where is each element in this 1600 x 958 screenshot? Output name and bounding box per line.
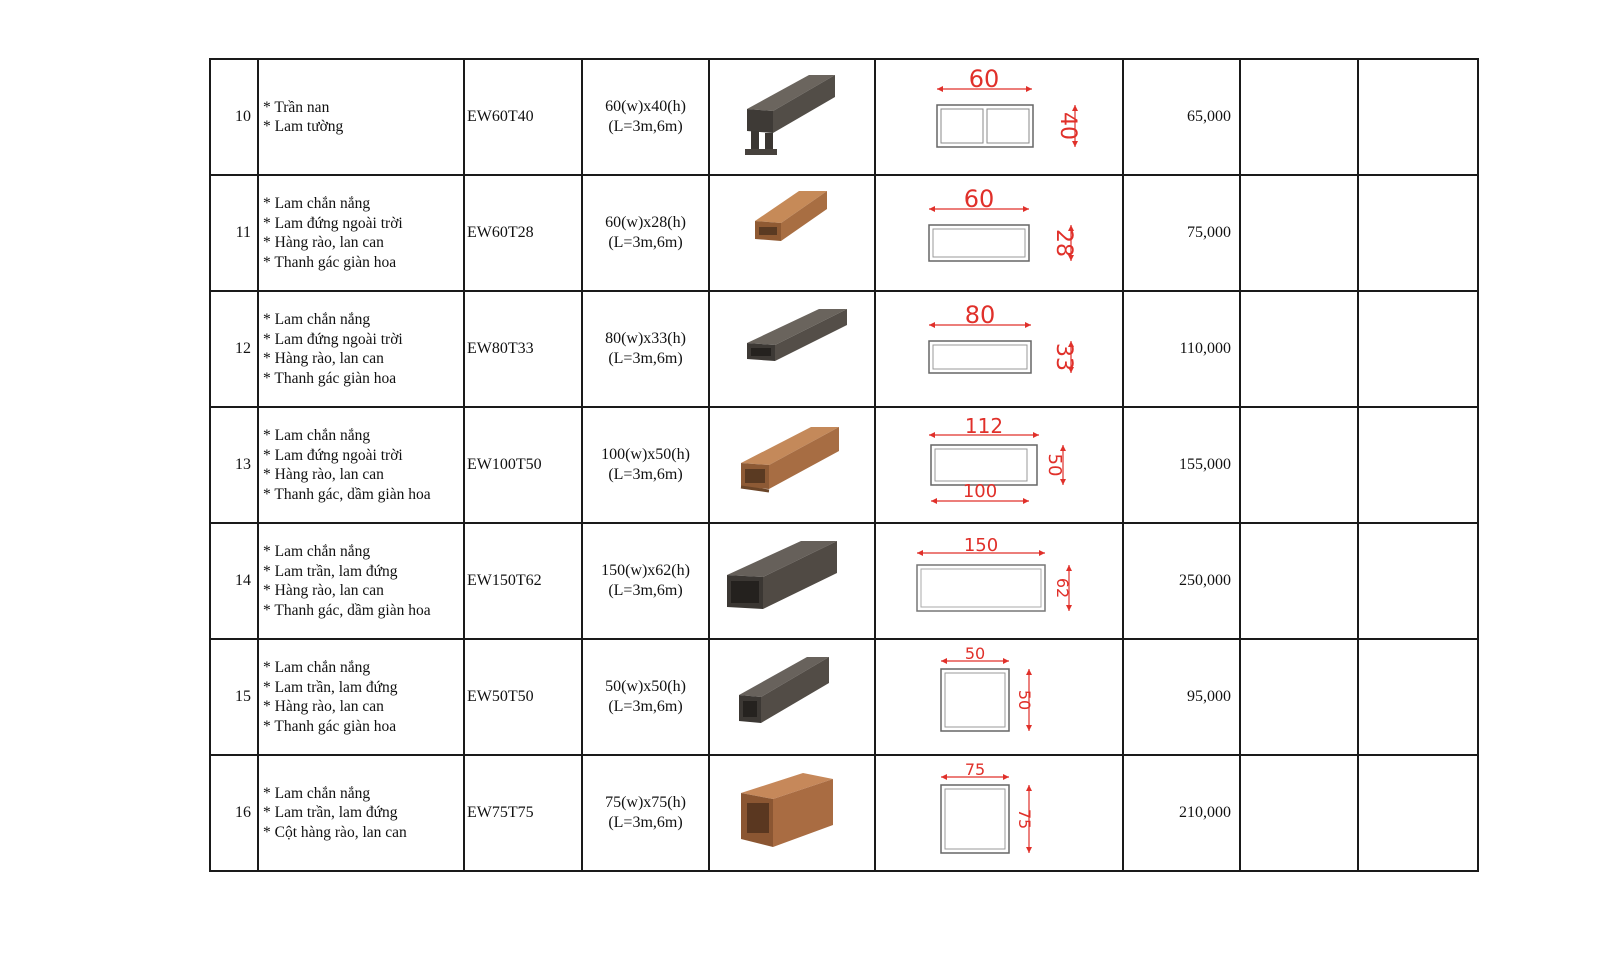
- size-length: (L=3m,6m): [608, 350, 683, 367]
- height-label: 75: [1015, 808, 1034, 830]
- height-label: 50: [1015, 689, 1034, 711]
- usage-item: * Cột hàng rào, lan can: [263, 823, 407, 841]
- size-cell: [582, 639, 709, 755]
- usage-item: * Thanh gác, dầm giàn hoa: [263, 485, 431, 503]
- empty-cell: [1358, 755, 1478, 871]
- height-label: 33: [1051, 343, 1076, 371]
- cross-section-svg: [879, 763, 1119, 863]
- product-code: EW150T62: [464, 523, 582, 639]
- usage-item: * Trần nan: [263, 98, 330, 116]
- cross-section-svg: [879, 415, 1119, 515]
- product-code: EW80T33: [464, 291, 582, 407]
- usage-item: * Lam chắn nắng: [263, 784, 371, 802]
- usage-item: * Hàng rào, lan can: [263, 582, 384, 599]
- wpc-profile-photo: [717, 183, 867, 283]
- size-length: (L=3m,6m): [608, 118, 683, 135]
- size-length: (L=3m,6m): [608, 698, 683, 715]
- size-dimensions: 60(w)x28(h): [605, 214, 686, 231]
- size-cell: [582, 175, 709, 291]
- height-label: 40: [1055, 112, 1080, 140]
- cross-section-svg: [879, 67, 1119, 167]
- width-label: 80: [964, 301, 996, 329]
- wpc-profile-photo: [717, 647, 867, 747]
- cross-section-drawing: [875, 523, 1123, 639]
- unit-price: 110,000: [1123, 291, 1240, 407]
- size-cell: [582, 755, 709, 871]
- size-dimensions: 80(w)x33(h): [605, 330, 686, 347]
- row-number: 15: [210, 639, 258, 755]
- row-number: 12: [210, 291, 258, 407]
- empty-cell: [1240, 291, 1358, 407]
- usage-item: * Lam trần, lam đứng: [263, 804, 398, 822]
- product-photo: [709, 523, 875, 639]
- unit-price: 75,000: [1123, 175, 1240, 291]
- usage-list: [258, 407, 464, 523]
- size-length: (L=3m,6m): [608, 466, 683, 483]
- unit-price: 210,000: [1123, 755, 1240, 871]
- usage-item: * Lam chắn nắng: [263, 427, 371, 444]
- size-cell: [582, 291, 709, 407]
- table-row: [210, 639, 1478, 755]
- product-code: EW75T75: [464, 755, 582, 871]
- size-dimensions: 50(w)x50(h): [605, 678, 686, 695]
- product-photo: [709, 59, 875, 175]
- width-label: 60: [968, 67, 1000, 93]
- cross-section-drawing: [875, 407, 1123, 523]
- usage-list: [258, 291, 464, 407]
- product-photo: [709, 175, 875, 291]
- height-label: 28: [1051, 229, 1076, 257]
- usage-item: * Lam đứng ngoài trời: [263, 446, 403, 464]
- table-row: [210, 407, 1478, 523]
- inner-width-label: 100: [962, 481, 998, 502]
- cross-section-drawing: [875, 291, 1123, 407]
- width-label: 60: [963, 185, 995, 213]
- product-price-table: [209, 58, 1479, 872]
- width-label: 112: [964, 415, 1004, 438]
- width-label: 150: [963, 535, 999, 556]
- cross-section-svg: [879, 183, 1119, 283]
- width-label: 75: [964, 763, 986, 779]
- product-code: EW50T50: [464, 639, 582, 755]
- height-label: 62: [1053, 577, 1072, 599]
- usage-item: * Thanh gác, dầm giàn hoa: [263, 601, 431, 619]
- table-row: [210, 59, 1478, 175]
- cross-section-drawing: [875, 175, 1123, 291]
- empty-cell: [1240, 755, 1358, 871]
- wpc-profile-photo: [717, 299, 867, 399]
- empty-cell: [1240, 59, 1358, 175]
- product-photo: [709, 639, 875, 755]
- usage-item: * Lam chắn nắng: [263, 543, 371, 560]
- usage-item: * Hàng rào, lan can: [263, 698, 384, 715]
- unit-price: 155,000: [1123, 407, 1240, 523]
- product-photo: [709, 755, 875, 871]
- cross-section-svg: [879, 299, 1119, 399]
- wpc-profile-photo: [717, 415, 867, 515]
- size-length: (L=3m,6m): [608, 234, 683, 251]
- cross-section-drawing: [875, 755, 1123, 871]
- usage-item: * Lam đứng ngoài trời: [263, 214, 403, 232]
- size-cell: [582, 407, 709, 523]
- size-cell: [582, 59, 709, 175]
- usage-item: * Lam trần, lam đứng: [263, 678, 398, 696]
- usage-item: * Thanh gác giàn hoa: [263, 717, 397, 735]
- wpc-profile-photo: [717, 763, 867, 863]
- product-photo: [709, 407, 875, 523]
- unit-price: 95,000: [1123, 639, 1240, 755]
- empty-cell: [1358, 59, 1478, 175]
- cross-section-svg: [879, 531, 1119, 631]
- usage-list: [258, 523, 464, 639]
- empty-cell: [1240, 407, 1358, 523]
- usage-item: * Thanh gác giàn hoa: [263, 369, 397, 387]
- size-dimensions: 60(w)x40(h): [605, 98, 686, 115]
- usage-item: * Lam chắn nắng: [263, 195, 371, 212]
- usage-item: * Hàng rào, lan can: [263, 234, 384, 251]
- wpc-profile-photo: [717, 531, 867, 631]
- size-dimensions: 150(w)x62(h): [601, 562, 690, 579]
- usage-list: [258, 755, 464, 871]
- usage-item: * Lam chắn nắng: [263, 311, 371, 328]
- empty-cell: [1358, 639, 1478, 755]
- unit-price: 250,000: [1123, 523, 1240, 639]
- usage-item: * Lam tường: [263, 118, 344, 135]
- row-number: 11: [210, 175, 258, 291]
- cross-section-drawing: [875, 639, 1123, 755]
- table-row: [210, 523, 1478, 639]
- row-number: 10: [210, 59, 258, 175]
- size-dimensions: 75(w)x75(h): [605, 794, 686, 811]
- empty-cell: [1358, 175, 1478, 291]
- wpc-profile-photo: [717, 67, 867, 167]
- product-photo: [709, 291, 875, 407]
- size-cell: [582, 523, 709, 639]
- width-label: 50: [964, 647, 986, 663]
- cross-section-svg: [879, 647, 1119, 747]
- row-number: 13: [210, 407, 258, 523]
- product-code: EW100T50: [464, 407, 582, 523]
- empty-cell: [1358, 291, 1478, 407]
- table-row: [210, 755, 1478, 871]
- usage-list: [258, 639, 464, 755]
- empty-cell: [1240, 175, 1358, 291]
- size-dimensions: 100(w)x50(h): [601, 446, 690, 463]
- table-row: [210, 175, 1478, 291]
- cross-section-drawing: [875, 59, 1123, 175]
- height-label: 50: [1044, 453, 1065, 477]
- product-code: EW60T40: [464, 59, 582, 175]
- usage-list: [258, 175, 464, 291]
- usage-item: * Lam trần, lam đứng: [263, 562, 398, 580]
- usage-item: * Hàng rào, lan can: [263, 466, 384, 483]
- row-number: 16: [210, 755, 258, 871]
- empty-cell: [1358, 407, 1478, 523]
- product-code: EW60T28: [464, 175, 582, 291]
- row-number: 14: [210, 523, 258, 639]
- empty-cell: [1240, 523, 1358, 639]
- empty-cell: [1358, 523, 1478, 639]
- usage-item: * Hàng rào, lan can: [263, 350, 384, 367]
- size-length: (L=3m,6m): [608, 814, 683, 831]
- usage-item: * Thanh gác giàn hoa: [263, 253, 397, 271]
- usage-item: * Lam chắn nắng: [263, 659, 371, 676]
- empty-cell: [1240, 639, 1358, 755]
- usage-list: [258, 59, 464, 175]
- table-row: [210, 291, 1478, 407]
- usage-item: * Lam đứng ngoài trời: [263, 330, 403, 348]
- size-length: (L=3m,6m): [608, 582, 683, 599]
- unit-price: 65,000: [1123, 59, 1240, 175]
